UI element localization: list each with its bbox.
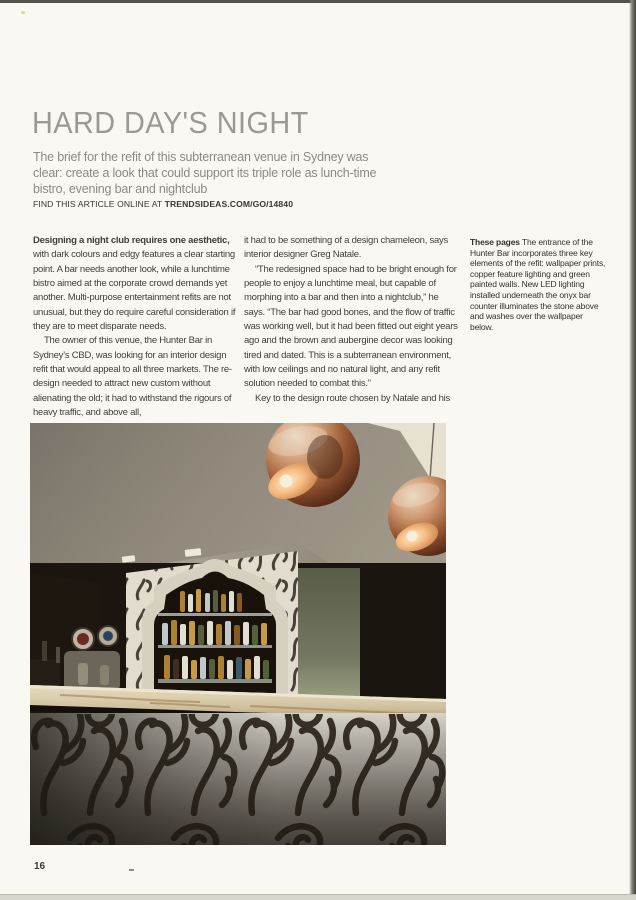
paragraph	[33, 234, 239, 334]
article-url: TRENDSIDEAS.COM/GO/14840	[164, 199, 294, 209]
scan-edge-bottom	[0, 894, 636, 900]
article-standfirst: The brief for the refit of this subterranean venue in Sydney was clear: create a look that could support its triple role as lunch-time bistro, evening bar and nightclub	[33, 150, 377, 196]
paragraph-text: with dark colours and edgy features a clear starting point. A bar needs another look, while a lunchtime bistro aimed at the corporate crowd demands yet another. Multi-purpose entertainment refits are not unusual, but they do require careful consideration if they are to meet disparate needs.	[33, 249, 236, 333]
paragraph: “The redesigned space had to be bright enough for people to enjoy a lunchtime meal, but capable of morphing into a bar and then into a nightclub,” he says. “The bar had good bones, and the flow of traffic was working well, but it had been fitted out eight years ago and the brown and aubergine decor was looking tired and dated. This is a subterranean environment, with low ceilings and no natural light, and any refit solution needed to combat this.”	[244, 263, 458, 390]
body-column-1	[33, 234, 239, 420]
photo-caption	[470, 237, 608, 332]
caption-label: These pages	[470, 237, 520, 247]
bar-interior-illustration	[30, 423, 446, 845]
find-online-prefix: FIND THIS ARTICLE ONLINE AT	[33, 199, 165, 209]
article-photo	[30, 423, 446, 845]
scan-edge-right	[629, 0, 636, 900]
paragraph-lead: Designing a night club requires one aesthetic,	[33, 235, 230, 246]
scan-dash	[129, 869, 134, 871]
photo-tint	[30, 423, 446, 845]
page-number: 16	[34, 861, 46, 872]
scan-edge-top	[0, 0, 636, 3]
find-online-line	[33, 199, 293, 209]
page-title: HARD DAY'S NIGHT	[32, 105, 309, 140]
caption-text: The entrance of the Hunter Bar incorporates three key elements of the refit: wallpaper prints, copper feature lighting and green painted walls. New LED lighting installed underneath the onyx bar counter illuminates the stone above and washes over the wallpaper below.	[470, 237, 606, 332]
body-column-2	[244, 234, 458, 406]
scan-speck	[21, 11, 25, 14]
paragraph: it had to be something of a design chameleon, says interior designer Greg Natale.	[244, 235, 449, 261]
paragraph: The owner of this venue, the Hunter Bar in Sydney’s CBD, was looking for an interior design refit that would appeal to all three markets. The re-design needed to attract new custom without alienating the old; it had to withstand the rigours of heavy traffic, and above all,	[33, 335, 232, 419]
paragraph: Key to the design route chosen by Natale and his	[255, 392, 451, 404]
